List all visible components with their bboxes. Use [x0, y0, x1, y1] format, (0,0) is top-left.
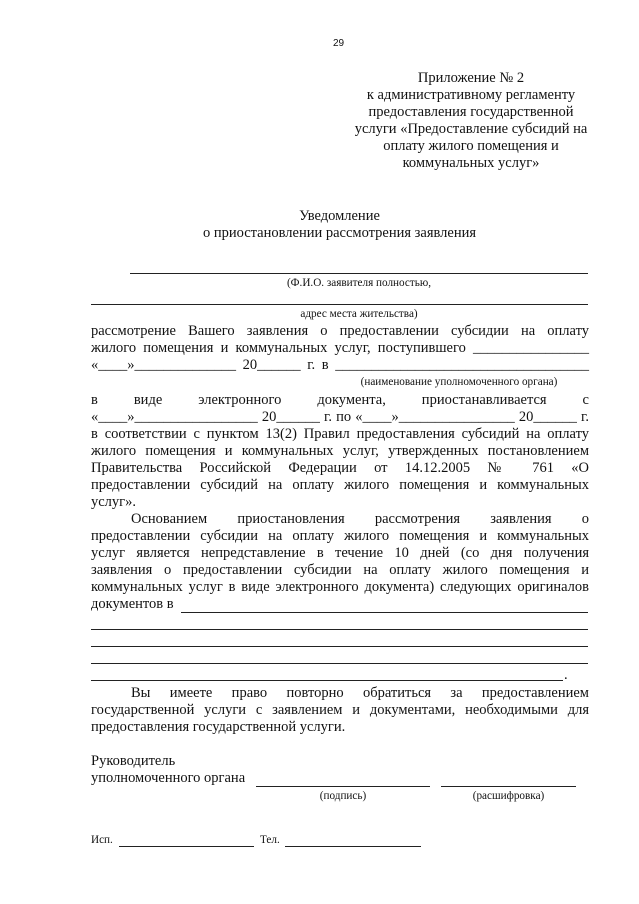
decoding-caption: (расшифровка) [472, 790, 545, 802]
appendix-line: оплату жилого помещения и [383, 138, 559, 154]
executor-label: Исп. [91, 834, 113, 846]
body-line: «____»_________________ 20______ г. по «____»________________ 20______ г. [91, 409, 589, 425]
body-line: жилого помещения и коммунальных услуг, утвержденных постановлением [91, 443, 589, 459]
signature-head: Руководитель [91, 753, 176, 769]
documents-line [91, 629, 588, 630]
body-line: предоставлении субсидии на оплату жилого помещения и коммунальных [91, 528, 589, 544]
documents-line [91, 680, 563, 681]
phone-line [285, 846, 421, 847]
body-line: в виде электронного документа, приостанавливается с [91, 392, 589, 408]
body-line: предоставлении субсидий на оплату жилого помещения и коммунальных [91, 477, 589, 493]
body-line: документов в [91, 596, 174, 612]
appendix-line: к административному регламенту [366, 87, 576, 103]
address-line [91, 304, 588, 305]
organ-caption: (наименование уполномоченного органа) [360, 376, 558, 388]
appendix-line: услуги «Предоставление субсидий на [354, 121, 588, 137]
body-line: услуг является непредставление в течение 10 дней (со дня получения [91, 545, 589, 561]
body-line: Вы имеете право повторно обратиться за предоставлением [131, 685, 589, 701]
body-line: Правительства Российской Федерации от 14.12.2005 № 761 «О [91, 460, 589, 476]
signature-caption: (подпись) [319, 790, 367, 802]
documents-line [91, 646, 588, 647]
signature-line [256, 786, 430, 787]
body-line: услуг». [91, 494, 136, 510]
documents-line [91, 663, 588, 664]
body-line: коммунальных услуг в виде электронного документа) следующих оригиналов [91, 579, 589, 595]
body-line: Основанием приостановления рассмотрения заявления о [131, 511, 589, 527]
documents-period: . [564, 667, 568, 683]
appendix-line: коммунальных услуг» [402, 155, 540, 171]
documents-line [181, 612, 588, 613]
fio-caption: (Ф.И.О. заявителя полностью, [286, 277, 432, 289]
appendix-line: предоставления государственной [368, 104, 574, 120]
document-title: Уведомление [299, 208, 380, 224]
address-caption: адрес места жительства) [300, 308, 418, 320]
body-line: рассмотрение Вашего заявления о предоставлении субсидии на оплату [91, 323, 589, 339]
body-line: государственной услуги с заявлением и документами, необходимыми для [91, 702, 589, 718]
body-line: предоставления государственной услуги. [91, 719, 346, 735]
fio-line [130, 273, 588, 274]
signature-organ-label: уполномоченного органа [91, 770, 246, 786]
body-line: «____»______________ 20______ г. в ___________________________________ [91, 357, 589, 373]
body-line: жилого помещения и коммунальных услуг, поступившего ________________ [91, 340, 589, 356]
body-line: в соответствии с пунктом 13(2) Правил предоставления субсидий на оплату [91, 426, 589, 442]
executor-line [119, 846, 254, 847]
appendix-line: Приложение № 2 [417, 70, 525, 86]
document-subtitle: о приостановлении рассмотрения заявления [202, 225, 477, 241]
decoding-line [441, 786, 576, 787]
phone-label: Тел. [260, 834, 280, 846]
body-line: заявления о предоставлении субсидии на оплату жилого помещения и [91, 562, 589, 578]
page-number: 29 [333, 38, 345, 49]
